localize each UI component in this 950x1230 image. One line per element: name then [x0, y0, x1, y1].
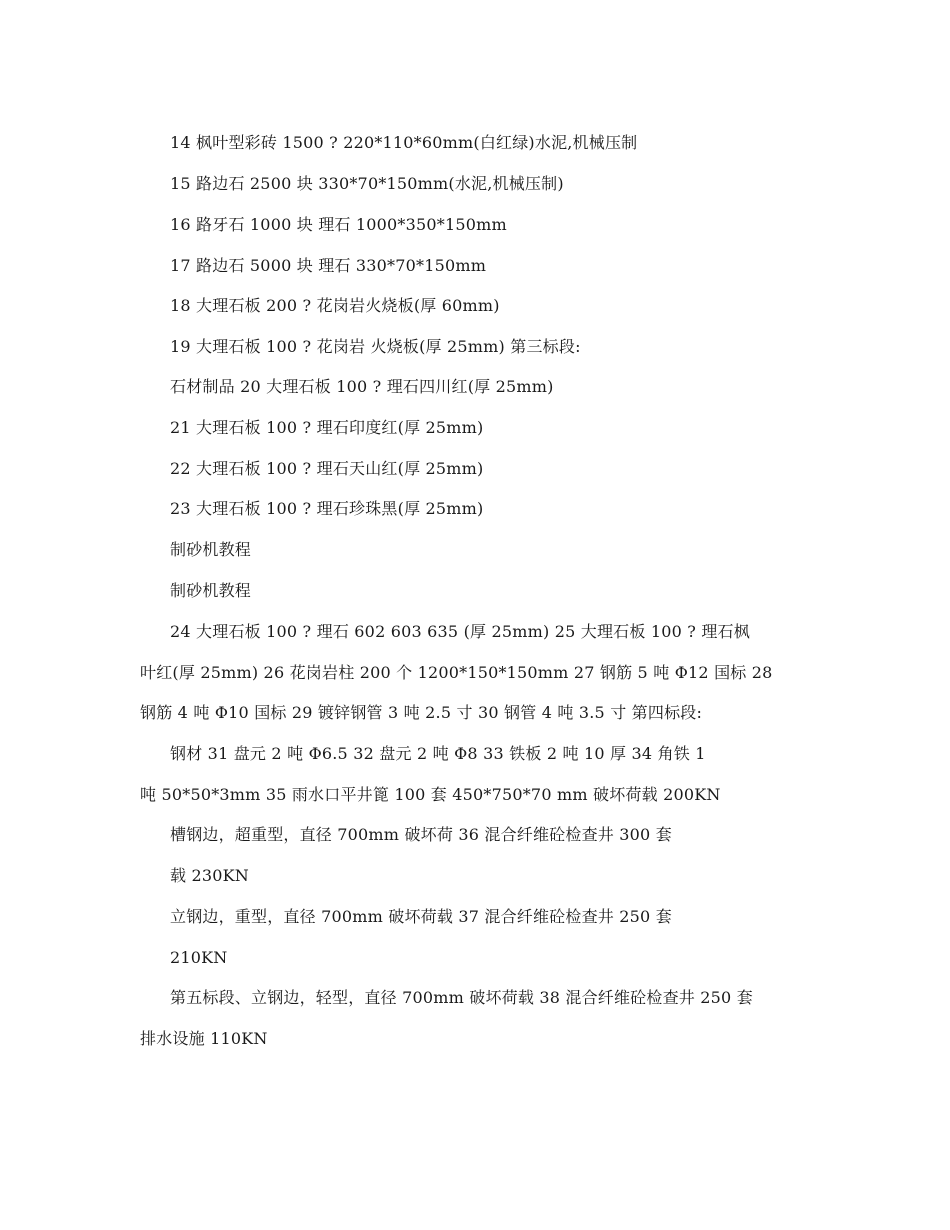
text-line: 17 路边石 5000 块 理石 330*70*150mm [170, 256, 487, 275]
text-line: 18 大理石板 200 ? 花岗岩火烧板(厚 60mm) [170, 296, 500, 315]
text-line: 钢材 31 盘元 2 吨 Φ6.5 32 盘元 2 吨 Φ8 33 铁板 2 吨 10 厚 34 角铁 1 [170, 744, 706, 763]
text-line: 立钢边，重型，直径 700mm 破坏荷载 37 混合纤维砼检查井 250 套 [170, 907, 672, 926]
text-line: 24 大理石板 100 ? 理石 602 603 635 (厚 25mm) 25 大理石板 100 ? 理石枫 [170, 622, 750, 641]
text-line: 16 路牙石 1000 块 理石 1000*350*150mm [170, 215, 507, 234]
text-line: 吨 50*50*3mm 35 雨水口平井篦 100 套 450*750*70 mm 破坏荷载 200KN [140, 785, 721, 804]
text-line: 制砂机教程 [170, 540, 252, 559]
text-line: 制砂机教程 [170, 581, 252, 600]
text-line: 载 230KN [170, 866, 249, 885]
text-line: 210KN [170, 948, 228, 967]
text-line: 叶红(厚 25mm) 26 花岗岩柱 200 个 1200*150*150mm 27 钢筋 5 吨 Φ12 国标 28 [140, 663, 773, 682]
text-line: 19 大理石板 100 ? 花岗岩 火烧板(厚 25mm) 第三标段: [170, 337, 581, 356]
text-line: 21 大理石板 100 ? 理石印度红(厚 25mm) [170, 418, 484, 437]
text-line: 23 大理石板 100 ? 理石珍珠黑(厚 25mm) [170, 499, 484, 518]
text-line: 第五标段、立钢边，轻型，直径 700mm 破坏荷载 38 混合纤维砼检查井 250 套 [170, 988, 753, 1007]
text-line: 15 路边石 2500 块 330*70*150mm(水泥,机械压制) [170, 174, 564, 193]
text-line: 14 枫叶型彩砖 1500 ? 220*110*60mm(白红绿)水泥,机械压制 [170, 133, 638, 152]
text-line: 槽钢边，超重型，直径 700mm 破坏荷 36 混合纤维砼检查井 300 套 [170, 825, 672, 844]
text-line: 排水设施 110KN [140, 1029, 268, 1048]
text-line: 石材制品 20 大理石板 100 ? 理石四川红(厚 25mm) [170, 377, 554, 396]
text-line: 22 大理石板 100 ? 理石天山红(厚 25mm) [170, 459, 484, 478]
text-line: 钢筋 4 吨 Φ10 国标 29 镀锌钢管 3 吨 2.5 寸 30 钢管 4 吨 3.5 寸 第四标段: [140, 703, 703, 722]
